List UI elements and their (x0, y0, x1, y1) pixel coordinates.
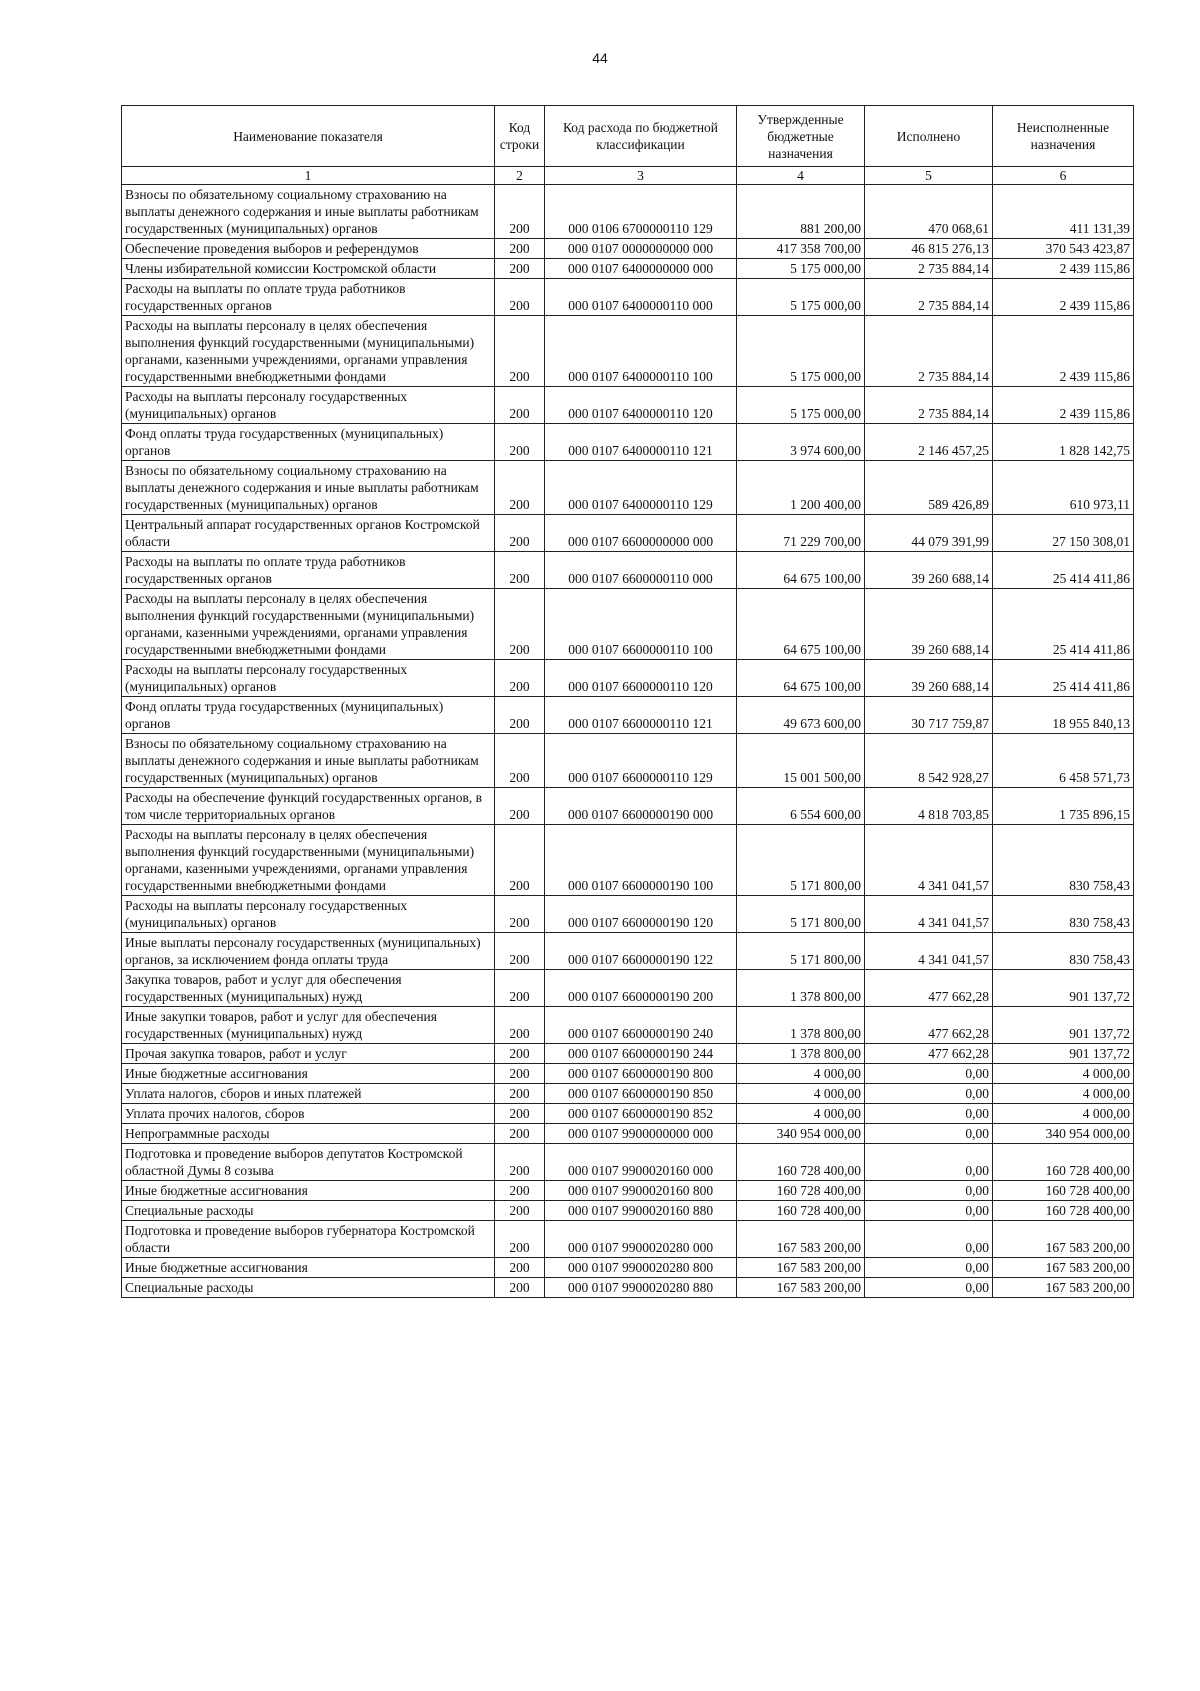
row-unexecuted: 901 137,72 (993, 1044, 1134, 1064)
row-unexecuted: 4 000,00 (993, 1104, 1134, 1124)
row-name: Иные бюджетные ассигнования (122, 1181, 495, 1201)
row-budget-code: 000 0107 6400000110 121 (545, 424, 737, 461)
column-number-row (122, 167, 1134, 185)
column-number: 4 (737, 167, 865, 185)
row-unexecuted: 6 458 571,73 (993, 734, 1134, 788)
row-executed: 0,00 (865, 1201, 993, 1221)
row-approved: 71 229 700,00 (737, 515, 865, 552)
row-line-code: 200 (495, 316, 545, 387)
row-executed: 477 662,28 (865, 970, 993, 1007)
row-line-code: 200 (495, 1124, 545, 1144)
row-executed: 4 818 703,85 (865, 788, 993, 825)
row-approved: 1 378 800,00 (737, 970, 865, 1007)
table-row (122, 1064, 1134, 1084)
row-budget-code: 000 0107 6600000190 240 (545, 1007, 737, 1044)
row-executed: 0,00 (865, 1124, 993, 1144)
table-row (122, 424, 1134, 461)
row-approved: 5 175 000,00 (737, 279, 865, 316)
row-unexecuted: 370 543 423,87 (993, 239, 1134, 259)
row-unexecuted: 25 414 411,86 (993, 552, 1134, 589)
row-unexecuted: 901 137,72 (993, 970, 1134, 1007)
row-approved: 49 673 600,00 (737, 697, 865, 734)
table-row (122, 1278, 1134, 1298)
row-name: Расходы на выплаты персоналу государственных (муниципальных) органов (122, 387, 495, 424)
row-executed: 30 717 759,87 (865, 697, 993, 734)
row-approved: 417 358 700,00 (737, 239, 865, 259)
row-line-code: 200 (495, 387, 545, 424)
page-number: 44 (592, 50, 608, 66)
table-row (122, 788, 1134, 825)
row-line-code: 200 (495, 1221, 545, 1258)
table-row (122, 259, 1134, 279)
row-approved: 167 583 200,00 (737, 1278, 865, 1298)
row-executed: 39 260 688,14 (865, 660, 993, 697)
row-name: Расходы на обеспечение функций государственных органов, в том числе территориальных органов (122, 788, 495, 825)
table-row (122, 387, 1134, 424)
row-unexecuted: 25 414 411,86 (993, 589, 1134, 660)
row-approved: 340 954 000,00 (737, 1124, 865, 1144)
row-budget-code: 000 0106 6700000110 129 (545, 185, 737, 239)
row-name: Подготовка и проведение выборов губернатора Костромской области (122, 1221, 495, 1258)
row-unexecuted: 167 583 200,00 (993, 1221, 1134, 1258)
row-unexecuted: 160 728 400,00 (993, 1181, 1134, 1201)
row-approved: 167 583 200,00 (737, 1258, 865, 1278)
row-executed: 4 341 041,57 (865, 896, 993, 933)
table-row (122, 1007, 1134, 1044)
row-name: Расходы на выплаты персоналу в целях обеспечения выполнения функций государственными (муниципальными) органами, казенными учреждениями, органами управления государственными внебюджетными фондами (122, 589, 495, 660)
row-approved: 1 378 800,00 (737, 1044, 865, 1064)
row-executed: 4 341 041,57 (865, 825, 993, 896)
row-name: Иные закупки товаров, работ и услуг для обеспечения государственных (муниципальных) нужд (122, 1007, 495, 1044)
row-line-code: 200 (495, 1084, 545, 1104)
row-budget-code: 000 0107 9900020160 000 (545, 1144, 737, 1181)
row-executed: 39 260 688,14 (865, 552, 993, 589)
row-name: Иные выплаты персоналу государственных (муниципальных) органов, за исключением фонда оплаты труда (122, 933, 495, 970)
row-budget-code: 000 0107 9900000000 000 (545, 1124, 737, 1144)
row-executed: 8 542 928,27 (865, 734, 993, 788)
row-line-code: 200 (495, 1044, 545, 1064)
row-budget-code: 000 0107 6600000190 200 (545, 970, 737, 1007)
row-approved: 6 554 600,00 (737, 788, 865, 825)
row-line-code: 200 (495, 825, 545, 896)
row-unexecuted: 2 439 115,86 (993, 387, 1134, 424)
table-row (122, 1144, 1134, 1181)
row-line-code: 200 (495, 515, 545, 552)
row-approved: 5 175 000,00 (737, 316, 865, 387)
row-line-code: 200 (495, 1064, 545, 1084)
row-budget-code: 000 0107 6600000190 244 (545, 1044, 737, 1064)
row-name: Расходы на выплаты персоналу государственных (муниципальных) органов (122, 660, 495, 697)
row-name: Взносы по обязательному социальному страхованию на выплаты денежного содержания и иные выплаты работникам государственных (муниципальных) органов (122, 185, 495, 239)
table-row (122, 552, 1134, 589)
column-number: 1 (122, 167, 495, 185)
row-name: Обеспечение проведения выборов и референдумов (122, 239, 495, 259)
table-row (122, 697, 1134, 734)
row-name: Прочая закупка товаров, работ и услуг (122, 1044, 495, 1064)
column-number: 2 (495, 167, 545, 185)
row-line-code: 200 (495, 1181, 545, 1201)
row-budget-code: 000 0107 6600000110 100 (545, 589, 737, 660)
table-row (122, 461, 1134, 515)
row-name: Расходы на выплаты персоналу в целях обеспечения выполнения функций государственными (муниципальными) органами, казенными учреждениями, органами управления государственными внебюджетными фондами (122, 316, 495, 387)
row-name: Расходы на выплаты по оплате труда работников государственных органов (122, 552, 495, 589)
column-number: 3 (545, 167, 737, 185)
row-approved: 167 583 200,00 (737, 1221, 865, 1258)
row-approved: 5 175 000,00 (737, 387, 865, 424)
row-budget-code: 000 0107 9900020160 880 (545, 1201, 737, 1221)
row-budget-code: 000 0107 9900020160 800 (545, 1181, 737, 1201)
table-row (122, 239, 1134, 259)
row-unexecuted: 901 137,72 (993, 1007, 1134, 1044)
table-row (122, 185, 1134, 239)
row-approved: 160 728 400,00 (737, 1144, 865, 1181)
table-row (122, 1084, 1134, 1104)
row-budget-code: 000 0107 6600000110 120 (545, 660, 737, 697)
row-unexecuted: 610 973,11 (993, 461, 1134, 515)
row-approved: 64 675 100,00 (737, 589, 865, 660)
row-budget-code: 000 0107 6600000190 122 (545, 933, 737, 970)
row-unexecuted: 411 131,39 (993, 185, 1134, 239)
row-approved: 160 728 400,00 (737, 1181, 865, 1201)
row-executed: 0,00 (865, 1064, 993, 1084)
row-budget-code: 000 0107 6400000110 129 (545, 461, 737, 515)
row-budget-code: 000 0107 9900020280 880 (545, 1278, 737, 1298)
table-row (122, 279, 1134, 316)
row-budget-code: 000 0107 6600000110 121 (545, 697, 737, 734)
header-row (122, 106, 1134, 167)
row-line-code: 200 (495, 279, 545, 316)
row-line-code: 200 (495, 697, 545, 734)
table-row (122, 933, 1134, 970)
row-name: Взносы по обязательному социальному страхованию на выплаты денежного содержания и иные выплаты работникам государственных (муниципальных) органов (122, 734, 495, 788)
row-unexecuted: 160 728 400,00 (993, 1144, 1134, 1181)
row-executed: 470 068,61 (865, 185, 993, 239)
row-executed: 0,00 (865, 1181, 993, 1201)
row-budget-code: 000 0107 6600000110 000 (545, 552, 737, 589)
row-budget-code: 000 0107 6600000000 000 (545, 515, 737, 552)
row-executed: 0,00 (865, 1258, 993, 1278)
row-approved: 5 171 800,00 (737, 933, 865, 970)
row-executed: 589 426,89 (865, 461, 993, 515)
table-row (122, 1258, 1134, 1278)
row-name: Расходы на выплаты персоналу в целях обеспечения выполнения функций государственными (муниципальными) органами, казенными учреждениями, органами управления государственными внебюджетными фондами (122, 825, 495, 896)
row-line-code: 200 (495, 660, 545, 697)
row-budget-code: 000 0107 6600000110 129 (545, 734, 737, 788)
row-line-code: 200 (495, 259, 545, 279)
row-executed: 2 735 884,14 (865, 279, 993, 316)
row-name: Непрограммные расходы (122, 1124, 495, 1144)
row-executed: 477 662,28 (865, 1044, 993, 1064)
column-number: 5 (865, 167, 993, 185)
row-name: Специальные расходы (122, 1201, 495, 1221)
row-approved: 1 378 800,00 (737, 1007, 865, 1044)
table-row (122, 734, 1134, 788)
row-unexecuted: 2 439 115,86 (993, 259, 1134, 279)
row-line-code: 200 (495, 1278, 545, 1298)
row-budget-code: 000 0107 6600000190 800 (545, 1064, 737, 1084)
header-line-code: Код строки (495, 106, 545, 167)
row-line-code: 200 (495, 461, 545, 515)
row-executed: 0,00 (865, 1278, 993, 1298)
row-line-code: 200 (495, 424, 545, 461)
row-name: Расходы на выплаты персоналу государственных (муниципальных) органов (122, 896, 495, 933)
row-budget-code: 000 0107 9900020280 000 (545, 1221, 737, 1258)
table-row (122, 1181, 1134, 1201)
row-name: Фонд оплаты труда государственных (муниципальных) органов (122, 424, 495, 461)
row-line-code: 200 (495, 933, 545, 970)
row-unexecuted: 160 728 400,00 (993, 1201, 1134, 1221)
table-row (122, 825, 1134, 896)
row-name: Специальные расходы (122, 1278, 495, 1298)
row-unexecuted: 340 954 000,00 (993, 1124, 1134, 1144)
table-row (122, 970, 1134, 1007)
table-row (122, 1044, 1134, 1064)
row-unexecuted: 830 758,43 (993, 825, 1134, 896)
row-executed: 2 735 884,14 (865, 316, 993, 387)
row-name: Иные бюджетные ассигнования (122, 1064, 495, 1084)
row-executed: 0,00 (865, 1104, 993, 1124)
table-row (122, 1124, 1134, 1144)
row-executed: 44 079 391,99 (865, 515, 993, 552)
row-budget-code: 000 0107 6600000190 000 (545, 788, 737, 825)
header-unexecuted: Неисполненные назначения (993, 106, 1134, 167)
row-approved: 4 000,00 (737, 1104, 865, 1124)
row-line-code: 200 (495, 1258, 545, 1278)
row-budget-code: 000 0107 6600000190 852 (545, 1104, 737, 1124)
row-unexecuted: 25 414 411,86 (993, 660, 1134, 697)
row-approved: 64 675 100,00 (737, 660, 865, 697)
row-line-code: 200 (495, 788, 545, 825)
row-name: Иные бюджетные ассигнования (122, 1258, 495, 1278)
row-approved: 64 675 100,00 (737, 552, 865, 589)
row-budget-code: 000 0107 6600000190 100 (545, 825, 737, 896)
row-approved: 5 171 800,00 (737, 896, 865, 933)
row-line-code: 200 (495, 1201, 545, 1221)
row-unexecuted: 167 583 200,00 (993, 1258, 1134, 1278)
table-row (122, 1104, 1134, 1124)
row-executed: 2 735 884,14 (865, 259, 993, 279)
row-unexecuted: 1 828 142,75 (993, 424, 1134, 461)
table-row (122, 896, 1134, 933)
row-unexecuted: 4 000,00 (993, 1084, 1134, 1104)
table-row (122, 589, 1134, 660)
row-line-code: 200 (495, 1144, 545, 1181)
row-approved: 15 001 500,00 (737, 734, 865, 788)
row-budget-code: 000 0107 6600000190 850 (545, 1084, 737, 1104)
header-name: Наименование показателя (122, 106, 495, 167)
row-executed: 2 735 884,14 (865, 387, 993, 424)
row-budget-code: 000 0107 6400000110 000 (545, 279, 737, 316)
budget-execution-table (121, 105, 1134, 1298)
row-unexecuted: 18 955 840,13 (993, 697, 1134, 734)
row-executed: 4 341 041,57 (865, 933, 993, 970)
row-approved: 1 200 400,00 (737, 461, 865, 515)
row-executed: 2 146 457,25 (865, 424, 993, 461)
row-name: Члены избирательной комиссии Костромской области (122, 259, 495, 279)
row-line-code: 200 (495, 896, 545, 933)
row-line-code: 200 (495, 1007, 545, 1044)
row-executed: 477 662,28 (865, 1007, 993, 1044)
row-approved: 4 000,00 (737, 1084, 865, 1104)
row-approved: 160 728 400,00 (737, 1201, 865, 1221)
header-approved: Утвержденные бюджетные назначения (737, 106, 865, 167)
row-unexecuted: 4 000,00 (993, 1064, 1134, 1084)
row-unexecuted: 2 439 115,86 (993, 316, 1134, 387)
row-name: Уплата налогов, сборов и иных платежей (122, 1084, 495, 1104)
row-line-code: 200 (495, 185, 545, 239)
row-approved: 5 175 000,00 (737, 259, 865, 279)
row-unexecuted: 830 758,43 (993, 896, 1134, 933)
row-executed: 39 260 688,14 (865, 589, 993, 660)
row-line-code: 200 (495, 734, 545, 788)
header-budget-code: Код расхода по бюджетной классификации (545, 106, 737, 167)
row-unexecuted: 2 439 115,86 (993, 279, 1134, 316)
table-row (122, 316, 1134, 387)
row-name: Взносы по обязательному социальному страхованию на выплаты денежного содержания и иные выплаты работникам государственных (муниципальных) органов (122, 461, 495, 515)
row-unexecuted: 1 735 896,15 (993, 788, 1134, 825)
table-body (122, 185, 1134, 1298)
row-budget-code: 000 0107 6400000110 100 (545, 316, 737, 387)
table-row (122, 1201, 1134, 1221)
row-name: Уплата прочих налогов, сборов (122, 1104, 495, 1124)
row-budget-code: 000 0107 0000000000 000 (545, 239, 737, 259)
table-row (122, 1221, 1134, 1258)
row-budget-code: 000 0107 6400000000 000 (545, 259, 737, 279)
row-line-code: 200 (495, 589, 545, 660)
table-row (122, 660, 1134, 697)
column-number: 6 (993, 167, 1134, 185)
row-approved: 3 974 600,00 (737, 424, 865, 461)
row-approved: 5 171 800,00 (737, 825, 865, 896)
row-line-code: 200 (495, 1104, 545, 1124)
header-executed: Исполнено (865, 106, 993, 167)
row-name: Центральный аппарат государственных органов Костромской области (122, 515, 495, 552)
row-line-code: 200 (495, 239, 545, 259)
row-budget-code: 000 0107 6600000190 120 (545, 896, 737, 933)
row-approved: 881 200,00 (737, 185, 865, 239)
row-unexecuted: 27 150 308,01 (993, 515, 1134, 552)
row-name: Расходы на выплаты по оплате труда работников государственных органов (122, 279, 495, 316)
row-unexecuted: 167 583 200,00 (993, 1278, 1134, 1298)
row-line-code: 200 (495, 552, 545, 589)
row-executed: 0,00 (865, 1084, 993, 1104)
row-unexecuted: 830 758,43 (993, 933, 1134, 970)
row-executed: 46 815 276,13 (865, 239, 993, 259)
row-line-code: 200 (495, 970, 545, 1007)
row-name: Закупка товаров, работ и услуг для обеспечения государственных (муниципальных) нужд (122, 970, 495, 1007)
row-name: Фонд оплаты труда государственных (муниципальных) органов (122, 697, 495, 734)
table-row (122, 515, 1134, 552)
row-budget-code: 000 0107 9900020280 800 (545, 1258, 737, 1278)
row-budget-code: 000 0107 6400000110 120 (545, 387, 737, 424)
row-approved: 4 000,00 (737, 1064, 865, 1084)
row-executed: 0,00 (865, 1221, 993, 1258)
row-name: Подготовка и проведение выборов депутатов Костромской областной Думы 8 созыва (122, 1144, 495, 1181)
row-executed: 0,00 (865, 1144, 993, 1181)
